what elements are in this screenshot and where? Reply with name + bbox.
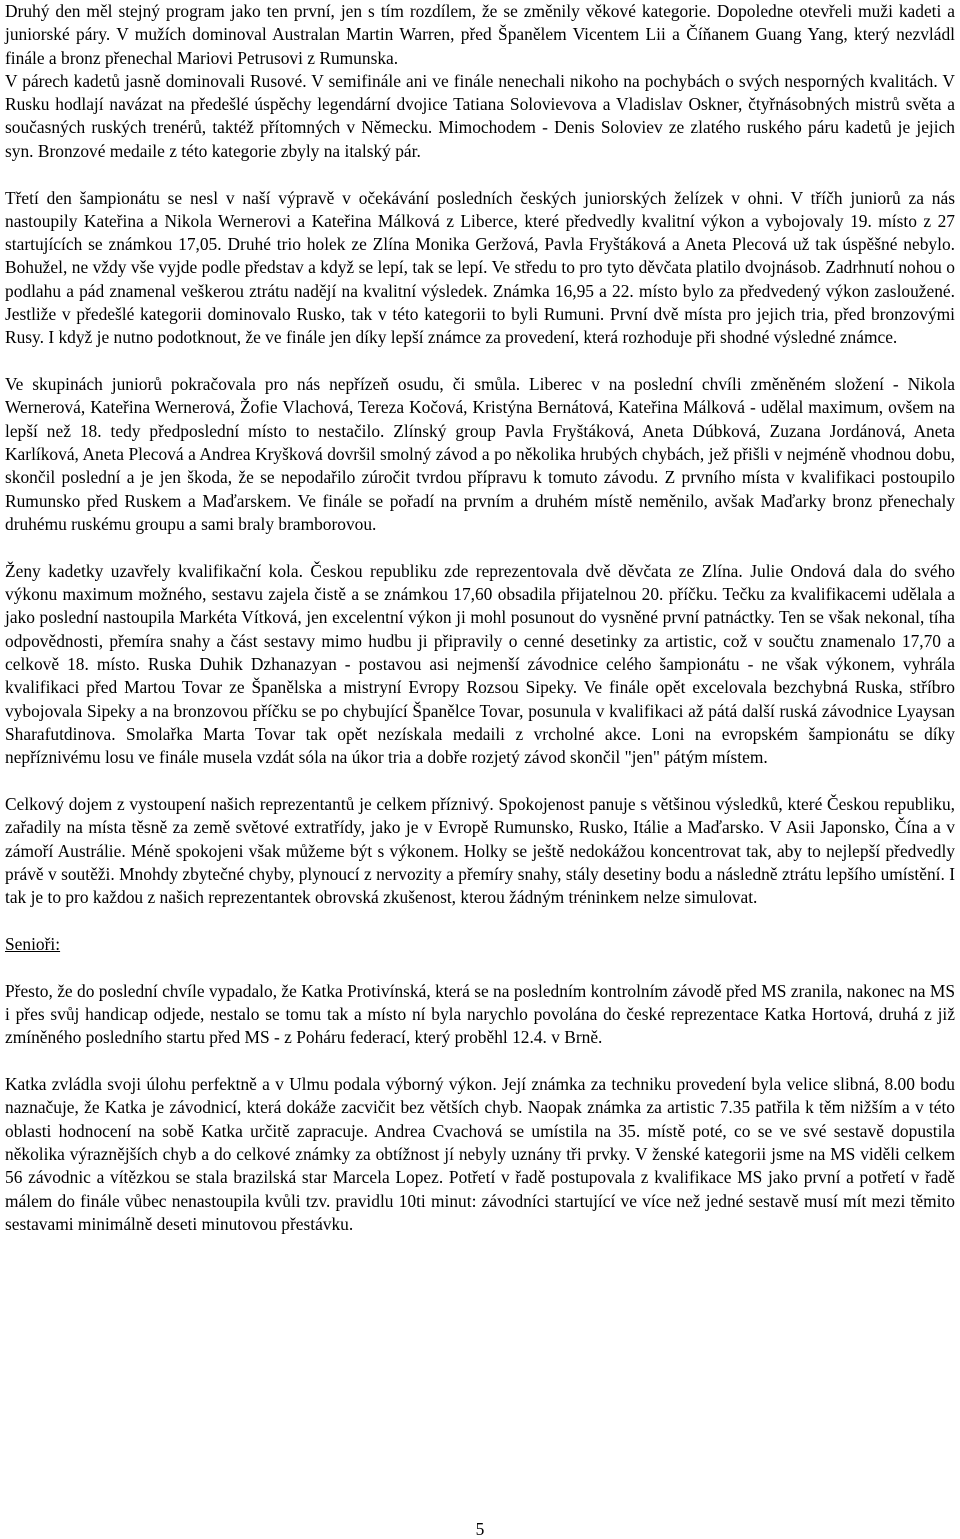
- paragraph-gap: [5, 536, 955, 560]
- paragraph-gap: [5, 163, 955, 187]
- paragraph-gap: [5, 956, 955, 980]
- paragraph-gap: [5, 1050, 955, 1074]
- paragraph-gap: [5, 769, 955, 793]
- paragraph-cadet-pairs: V párech kadetů jasně dominovali Rusové. V semifinále ani ve finále nenechali nikoho na pochybách o svých nesporných kvalitách. V Rusku hodlají navázat na předešlé úspěchy legendární dvojice Tatiana Solovievova a Vladislav Oskner, čtyřnásobných mistrů světa a současných ruských trenérů, taktéž přítomných v Německu. Mimochodem - Denis Soloviev ze zlatého ruského páru kadetů je jejich syn. Bronzové medaile z této kategorie zbyly na italský pár.: [5, 70, 955, 161]
- paragraph-women-cadets: Ženy kadetky uzavřely kvalifikační kola. Českou republiku zde reprezentovala dvě děvčata ze Zlína. Julie Ondová dala do svého výkonu maximum možného, sestavu zajela čistě a se známkou 17,60 obsadila přijatelnou 20. příčku. Tečku za kvalifikacemi udělala a jako poslední nastoupila Markéta Vítková, jen excelentní výkon ji mohl posunout do vysněné první patnáctky. Ten se však nekonal, tíha odpovědnosti, přemíra snahy a část sestavy mimo hudbu ji připravily o cenné desetinky za artistic, což v součtu znamenalo 17,70 a celkově 18. místo. Ruska Duhik Dzhanazyan - postavou asi nejmenší závodnice celého šampionátu - ne však výkonem, vyhrála kvalifikaci před Martou Tovar ze Španělska a mistryní Evropy Rozsou Sipeky. Ve finále opět excelovala bezchybná Ruska, stříbro vybojovala Sipeky a na bronzovou příčku se po chybující Španělce Tovar, posunula v kvalifikaci až pátá další ruská závodnice Lyaysan Sharafutdinova. Smolařka Marta Tovar tak opět nezískala medaili z vrcholné akce. Loni na evropském šampionátu se díky nepříznivému losu ve finále musela vzdát sóla na úkor tria a dobře rozjetý závod skončil "jen" pátým místem.: [5, 560, 955, 768]
- paragraph-overall-impression: Celkový dojem z vystoupení našich reprezentantů je celkem příznivý. Spokojenost panuje s většinou výsledků, které Českou republiku, zařadily na místa těsně za země světové extratřídy, jako je v Evropě Rumunsko, Rusko, Itálie a Maďarsko. V Asii Japonsko, Čína a v zámoří Austrálie. Méně spokojeni však můžeme být s výkonem. Holky se ještě nedokážou koncentrovat tak, aby to nejlepší předvedly právě v soutěži. Mnohdy zbytečné chyby, plynoucí z nervozity a přemíry snahy, stály desetiny bodu a následně ztrátu lepšího umístění. I tak je to pro každou z našich reprezentantek obrovská zkušenost, kterou žádným tréninkem nelze simulovat.: [5, 793, 955, 908]
- section-heading-seniors: Senioři:: [5, 933, 61, 954]
- paragraph-gap: [5, 350, 955, 374]
- paragraph-second-day: Druhý den měl stejný program jako ten první, jen s tím rozdílem, že se změnily věkové kategorie. Dopoledne otevřeli muži kadeti a juniorské páry. V mužích dominoval Australan Martin Warren, před Španělem Vicentem Lii a Číňanem Guang Yang, který nezvládl finále a bronz přenechal Mariovi Petrusovi z Rumunska.: [5, 1, 955, 68]
- paragraph-senior-performance: Katka zvládla svoji úlohu perfektně a v Ulmu podala výborný výkon. Její známka za techniku provedení byla velice slibná, 8.00 bodu naznačuje, že Katka je závodnicí, která dokáže zacvičit bez větších chyb. Naopak známka za artistic 7.35 patřila k těm nižším a v této oblasti hodnocení na sobě Katka určitě zapracuje. Andrea Cvachová se umístila na 35. místě poté, co se ve své sestavě dopustila několika výraznějších chyb a do celkové známky za obtížnost jí nebyly uznány tři prvky. V ženské kategorii jsme na MS viděli celkem 56 závodnic a vítězkou se stala brazilská star Marcela Lopez. Potřetí v řadě postupovala z kvalifikace MS jako první a potřetí v řadě málem do finále vůbec nenastoupila kvůli tzv. pravidlu 10ti minut: závodníci startující ve více než jedné sestavě musí mít mezi těmito sestavami minimálně deseti minutovou přestávku.: [5, 1074, 955, 1234]
- document-page: [5, 0, 955, 1236]
- paragraph-senior-selection: Přesto, že do poslední chvíle vypadalo, že Katka Protivínská, která se na posledním kontrolním závodě před MS zranila, nakonec na MS i přes svůj handicap odjede, nestalo se tomu tak a místo ní byla narychlo povolána do české reprezentace Katka Hortová, druhá z již zmíněného posledního startu před MS - z Poháru federací, který proběhl 12.4. v Brně.: [5, 980, 955, 1048]
- paragraph-gap: [5, 909, 955, 933]
- paragraph-junior-groups: Ve skupinách juniorů pokračovala pro nás nepřízeň osudu, či smůla. Liberec v na poslední chvíli změněném složení - Nikola Wernerová, Kateřina Wernerová, Žofie Vlachová, Tereza Kočová, Kristýna Bernátová, Kateřina Málková - udělal maximum, ovšem na lepší než 18. tedy předposlední místo to nestačilo. Zlínský group Pavla Fryštáková, Aneta Dúbková, Zuzana Jordánová, Aneta Karlíková, Aneta Plecová a Andrea Kryšková dovršil smolný závod a po několika hrubých chybách, jež přišli v nejméně vhodnou dobu, skončil poslední a je jen škoda, že se nepodařilo zúročit tvrdou přípravu k tomuto závodu. Z prvního místa v kvalifikaci postoupilo Rumunsko před Ruskem a Maďarskem. Ve finále se pořadí na prvním a druhém místě neměnilo, avšak Maďarky bronz přenechaly druhému ruskému groupu a sami braly bramborovou.: [5, 374, 955, 534]
- page-number: 5: [475, 1519, 485, 1539]
- paragraph-third-day: Třetí den šampionátu se nesl v naší výpravě v očekávání posledních českých juniorských želízek v ohni. V tříčh juniorů za nás nastoupily Kateřina a Nikola Wernerovi a Kateřina Málková z Liberce, které předvedly kvalitní výkon a vybojovaly 19. místo z 27 startujících se známkou 17,05. Druhé trio holek ze Zlína Monika Geržová, Pavla Fryštáková a Aneta Plecová už tak úspěšné nebylo. Bohužel, ne vždy vše vyjde podle představ a když se lepí, tak se lepí. Ve středu to pro tyto děvčata platilo dvojnásob. Zadrhnutí nohou o podlahu a pád znamenal veškerou ztrátu nadějí na kvalitní výsledek. Známka 16,95 a 22. místo bylo za předvedený výkon zasloužené. Jestliže v předešlé kategorii dominovalo Rusko, tak v této kategorii to byli Rumuni. První dvě místa pro jejich tria, před bronzovými Rusy. I když je nutno podotknout, že ve finále jen díky lepší známce za provedení, která rozhoduje při shodné výsledné známce.: [5, 187, 955, 348]
